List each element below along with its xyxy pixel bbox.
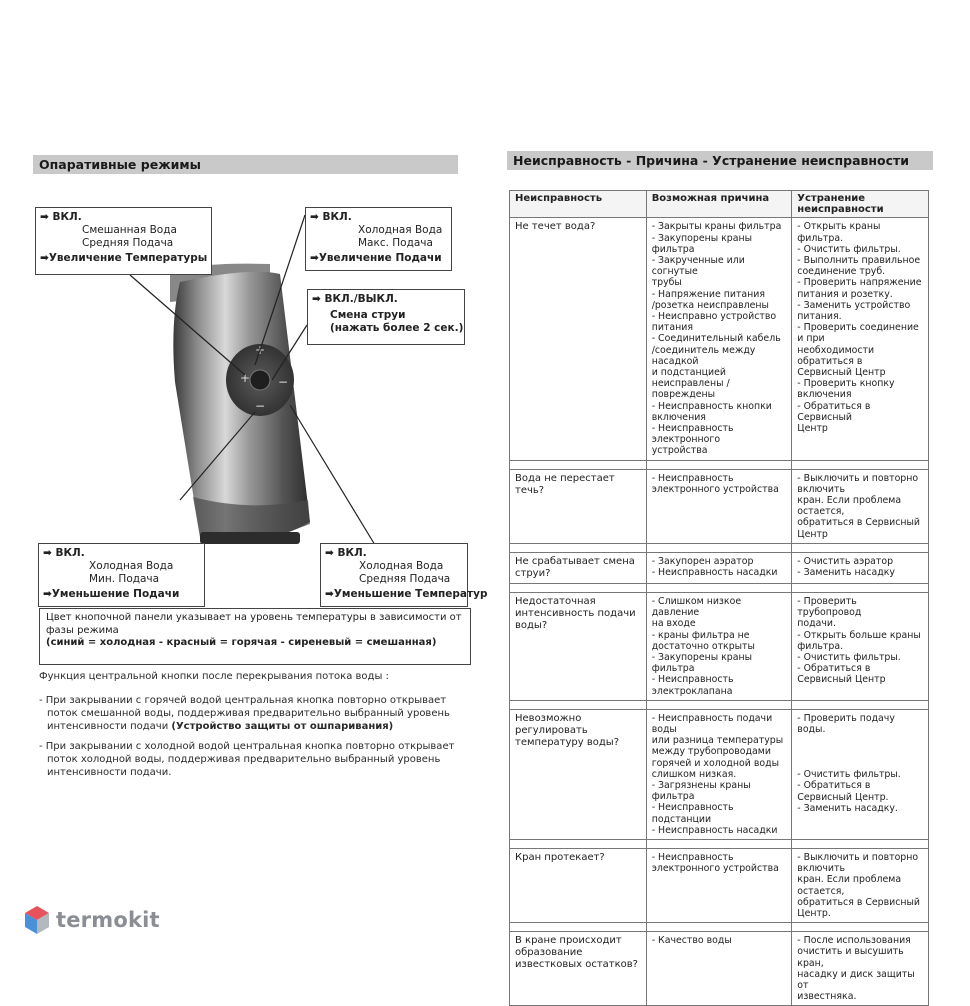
troubleshooting-table — [509, 190, 929, 1006]
cause-cell — [646, 709, 792, 839]
column-header: Возможная причина — [646, 191, 792, 218]
list-item: - Открыть краны фильтра. — [797, 221, 881, 244]
callout-on-off: ➡ ВКЛ./ВЫКЛ. Смена струи (нажать более 2 сек.) — [307, 289, 465, 345]
list-item: - Качество воды — [651, 935, 732, 947]
svg-text:+: + — [255, 343, 266, 357]
table-row — [510, 709, 929, 839]
callout-on-label: ВКЛ. — [52, 211, 82, 223]
scald-protection-note: (Устройство защиты от ошпаривания) — [171, 721, 394, 732]
list-item: /соединитель между насадкой — [651, 344, 756, 367]
list-item: фильтра. — [797, 640, 844, 652]
cause-list — [652, 556, 787, 578]
fix-list — [797, 596, 923, 686]
list-item: - Закупорен аэратор — [651, 555, 754, 567]
list-item: на входе — [651, 618, 696, 630]
callout-action: Увеличение Подачи — [318, 252, 442, 264]
termokit-logo — [24, 905, 160, 935]
cause-cell — [646, 848, 792, 922]
list-item: - Обратиться в Сервисный Центр — [797, 663, 886, 686]
hot-water-paragraph — [39, 694, 450, 733]
problem-cell: Не срабатывает смена струи? — [510, 552, 647, 583]
color-note-line: Цвет кнопочной панели указывает на уровень температуры в зависимости от — [46, 612, 462, 623]
cause-cell — [646, 218, 792, 460]
list-item: - Проверить соединение и при — [797, 322, 919, 345]
callout-on-label: ВКЛ./ВЫКЛ. — [324, 293, 398, 305]
right-section-header: Неисправность - Причина - Устранение неисправности — [507, 151, 933, 170]
list-item: электронного устройства — [651, 863, 779, 875]
callout-line: Макс. Подача — [358, 237, 433, 249]
list-item: - Соединительный кабель — [651, 333, 781, 345]
fix-cell — [792, 552, 929, 583]
problem-cell: В кране происходит образование известковых остатков? — [510, 932, 647, 1006]
callout-on-label: ВКЛ. — [55, 547, 85, 559]
callout-action: Уменьшение Температур — [333, 588, 488, 600]
fix-cell — [792, 218, 929, 460]
callout-action: Уменьшение Подачи — [51, 588, 180, 600]
color-note-line: фазы режима — [46, 624, 119, 636]
list-item: достаточно открыты — [651, 640, 755, 652]
list-item: - Неисправность подстанции — [651, 802, 734, 825]
problem-cell: Недостаточная интенсивность подачи воды? — [510, 592, 647, 700]
list-item: - Проверить кнопку — [797, 378, 895, 390]
list-item: - краны фильтра не — [651, 629, 750, 641]
table-row — [510, 932, 929, 1006]
fix-cell — [792, 469, 929, 543]
list-item: - Проверить напряжение — [797, 277, 922, 289]
callout-mixed-water: ➡ ВКЛ. Смешанная Вода Средняя Подача ➡Увеличение Температуры — [35, 207, 212, 275]
central-button-intro: Функция центральной кнопки после перекрывания потока воды : — [39, 671, 389, 682]
svg-text:−: − — [255, 399, 266, 413]
cube-logo-icon — [24, 905, 50, 935]
callout-line: (нажать более 2 сек.) — [330, 322, 464, 334]
problem-cell: Кран протекает? — [510, 848, 647, 922]
cause-list — [652, 221, 787, 456]
list-item: - Закупорены краны фильтра — [651, 232, 753, 255]
list-item: питания и розетку. — [797, 288, 893, 300]
list-item: известняка. — [797, 991, 857, 1003]
list-item: - Закрыты краны фильтра — [651, 221, 782, 233]
fix-cell — [792, 592, 929, 700]
list-item: - Обратиться в Сервисный Центр. — [797, 780, 889, 803]
list-item: - Неисправность электроклапана — [651, 674, 734, 697]
list-item: - Заменить устройство питания. — [797, 299, 911, 323]
list-item: - Неисправность насадки — [651, 824, 778, 836]
row-spacer — [510, 839, 929, 848]
list-item: повреждены — [651, 389, 716, 401]
list-item: включения — [797, 389, 852, 401]
problem-cell: Не течет вода? — [510, 218, 647, 460]
list-item: - Выключить и повторно включить — [797, 472, 919, 495]
fix-list — [797, 556, 923, 578]
list-item: трубы — [651, 277, 682, 289]
fix-list — [797, 852, 923, 919]
list-item: обратиться в Сервисный Центр — [797, 517, 920, 540]
list-item: подачи. — [797, 618, 837, 630]
list-item: соединение труб. — [797, 266, 886, 278]
list-item: - Неисправность насадки — [651, 567, 778, 579]
cause-cell — [646, 932, 792, 1006]
list-item: - Очистить фильтры. — [797, 651, 901, 663]
row-spacer — [510, 923, 929, 932]
left-section-header: Опаративные режимы — [33, 155, 458, 174]
callout-line: Средняя Подача — [359, 573, 451, 585]
table-row — [510, 469, 929, 543]
fix-cell — [792, 848, 929, 922]
list-item: Сервисный Центр — [797, 367, 886, 379]
list-item: - Закрученные или согнутые — [651, 255, 745, 278]
list-item: - Выключить и повторно включить — [797, 851, 919, 875]
list-item: - После использования — [797, 935, 911, 947]
fix-list — [797, 713, 923, 735]
callout-line: Смешанная Вода — [82, 224, 177, 236]
list-item: - Очистить аэратор — [797, 555, 894, 567]
list-item: - Заменить насадку — [797, 567, 895, 579]
list-item: слишком низкая. — [651, 768, 737, 780]
paragraph-line: поток смешанной воды, поддерживая предварительно выбранный уровень — [47, 708, 450, 719]
cause-cell — [646, 592, 792, 700]
callout-line: Холодная Вода — [359, 560, 444, 572]
logo-text: termokit — [56, 908, 160, 932]
list-item: - Загрязнены краны фильтра — [651, 779, 751, 803]
cause-list — [652, 852, 787, 874]
cause-list — [652, 935, 787, 946]
fix-list — [797, 769, 923, 814]
cause-list — [652, 473, 787, 495]
list-item: - Неисправность — [651, 851, 734, 863]
svg-text:+: + — [240, 371, 251, 385]
table-row — [510, 552, 929, 583]
list-item: - Обратиться в Сервисный — [797, 400, 871, 423]
color-note-box — [39, 608, 471, 665]
paragraph-line: интенсивности подачи — [47, 721, 169, 732]
fix-cell — [792, 709, 929, 839]
list-item: - Неисправность электронного — [651, 423, 734, 446]
callout-cold-medium: ➡ ВКЛ. Холодная Вода Средняя Подача ➡Уменьшение Температур — [320, 543, 468, 607]
problem-cell: Вода не перестает течь? — [510, 469, 647, 543]
list-item: - Напряжение питания — [651, 288, 766, 300]
list-item: горячей и холодной воды — [651, 757, 779, 769]
list-item: - Очистить фильтры. — [797, 243, 901, 255]
list-item: Центр — [797, 423, 828, 435]
list-item: /розетка неисправлены — [651, 299, 769, 311]
callout-line: Холодная Вода — [358, 224, 443, 236]
cause-cell — [646, 469, 792, 543]
cold-water-paragraph — [39, 740, 454, 779]
callout-line: Холодная Вода — [89, 560, 174, 572]
list-item: - Закупорены краны фильтра — [651, 651, 753, 675]
table-row — [510, 592, 929, 700]
list-item: - Открыть больше краны — [797, 629, 921, 641]
list-item: между трубопроводами — [651, 746, 771, 758]
list-item: насадку и диск защиты от — [797, 968, 915, 991]
callout-action: Увеличение Температуры — [48, 252, 208, 264]
list-item: или разница температуры — [651, 735, 784, 747]
column-header: Неисправность — [510, 191, 647, 218]
list-item: - Неисправность кнопки включения — [651, 400, 772, 423]
list-item: - Проверить подачу воды. — [797, 712, 895, 735]
list-item: необходимости обратиться в — [797, 344, 875, 367]
list-item: - Неисправность — [651, 472, 734, 484]
list-item: - Неисправность подачи воды — [651, 712, 773, 735]
problem-cell: Невозможно регулировать температуру воды? — [510, 709, 647, 839]
list-item: - Выполнить правильное — [797, 255, 921, 267]
callout-line: Средняя Подача — [82, 237, 174, 249]
fix-list — [797, 473, 923, 540]
list-item: кран. Если проблема остается, — [797, 874, 902, 897]
color-note-legend: (синий = холодная - красный = горячая - сиреневый = смешанная) — [46, 637, 437, 648]
list-item: устройства — [651, 445, 708, 457]
callout-on-label: ВКЛ. — [322, 211, 352, 223]
callout-line: Мин. Подача — [89, 573, 160, 585]
callout-on-label: ВКЛ. — [337, 547, 367, 559]
paragraph-line: - При закрывании с горячей водой центральная кнопка повторно открывает — [39, 695, 447, 706]
fix-list — [797, 221, 923, 434]
row-spacer — [510, 583, 929, 592]
table-header-row — [510, 191, 929, 218]
row-spacer — [510, 700, 929, 709]
callout-cold-max: ➡ ВКЛ. Холодная Вода Макс. Подача ➡Увеличение Подачи — [305, 207, 452, 271]
cause-cell — [646, 552, 792, 583]
list-item: - Слишком низкое давление — [651, 595, 742, 619]
row-spacer — [510, 543, 929, 552]
cause-list — [652, 596, 787, 697]
callout-line: Смена струи — [330, 309, 406, 321]
row-spacer — [510, 460, 929, 469]
callout-cold-min: ➡ ВКЛ. Холодная Вода Мин. Подача ➡Уменьшение Подачи — [38, 543, 205, 607]
table-row — [510, 848, 929, 922]
paragraph-line: поток холодной воды, поддерживая предварительно выбранный уровень — [47, 754, 441, 765]
cause-list — [652, 713, 787, 836]
list-item: кран. Если проблема остается, — [797, 495, 902, 518]
list-item: очистить и высушить кран, — [797, 946, 904, 969]
list-item: обратиться в Сервисный Центр. — [797, 896, 920, 919]
list-item: и подстанцией неисправлены / — [651, 367, 730, 390]
fix-list — [797, 935, 923, 1002]
table-row — [510, 218, 929, 460]
svg-text:−: − — [278, 375, 289, 389]
list-item: - Проверить трубопровод — [797, 595, 862, 619]
list-item: электронного устройства — [651, 483, 779, 495]
column-header: Устранение неисправности — [792, 191, 929, 218]
paragraph-line: - При закрывании с холодной водой центральная кнопка повторно открывает — [39, 741, 455, 752]
list-item: - Очистить фильтры. — [797, 769, 901, 781]
list-item: - Неисправно устройство питания — [651, 311, 777, 334]
paragraph-line: интенсивности подачи. — [47, 767, 172, 778]
list-item: - Заменить насадку. — [797, 802, 898, 814]
fix-cell — [792, 932, 929, 1006]
